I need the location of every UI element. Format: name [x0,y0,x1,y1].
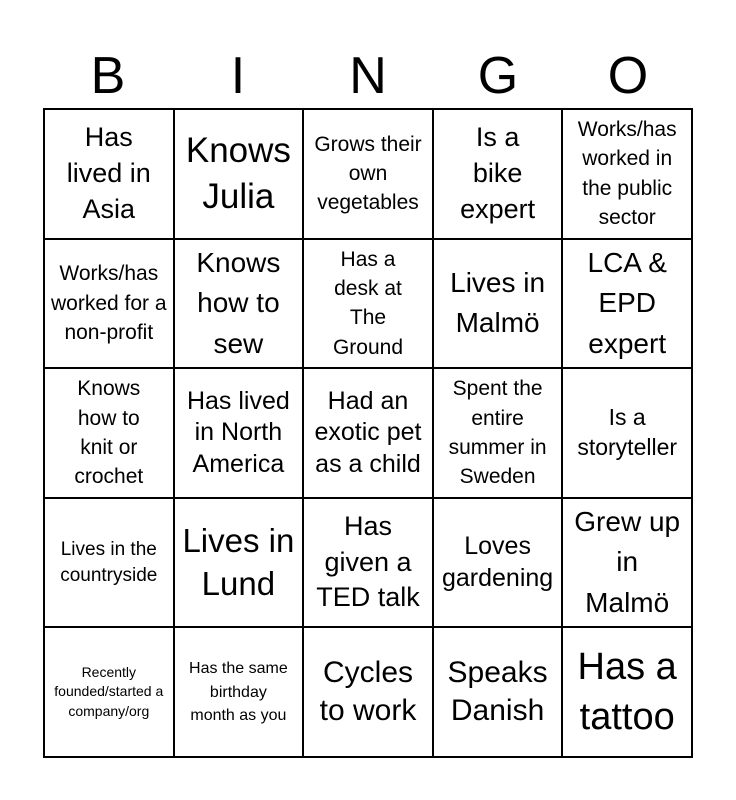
bingo-cell[interactable] [433,627,563,757]
bingo-cell[interactable] [44,109,174,239]
cell-text: Works/has worked for a non-profit [51,262,167,345]
header-letter-b: B [90,47,126,105]
bingo-cell[interactable] [174,368,304,498]
bingo-cell[interactable] [174,109,304,239]
bingo-board [43,108,693,758]
bingo-cell[interactable] [303,239,433,369]
cell-text: Knows Julia [185,131,291,216]
header-letter-o: O [607,47,649,105]
bingo-cell[interactable] [433,368,563,498]
cell-text: Spent the entire summer in Sweden [448,377,547,489]
bingo-cell[interactable] [303,109,433,239]
bingo-cell[interactable] [433,239,563,369]
cell-text: Is a storyteller [577,404,678,460]
bingo-cell[interactable] [174,239,304,369]
header-letter-n: N [349,47,387,105]
cell-text: Has a tattoo [577,646,677,739]
cell-text: Had an exotic pet as a child [314,387,422,478]
bingo-cell[interactable] [562,109,692,239]
cell-text: Grows their own vegetables [314,132,422,215]
cell-text: Has lived in Asia [66,122,151,224]
cell-text: Is a bike expert [460,122,536,224]
cell-text: Recently founded/started a company/org [54,663,164,719]
header-letter-i: I [230,47,246,105]
bingo-cell[interactable] [562,239,692,369]
cell-text: Lives in Malmö [450,266,546,339]
cell-text: Speaks Danish [447,655,548,728]
cell-text: Loves gardening [441,532,554,592]
bingo-cell[interactable] [44,239,174,369]
cell-text: Has given a TED talk [316,511,420,613]
cell-text: Cycles to work [319,655,417,728]
bingo-cell[interactable] [303,627,433,757]
cell-text: Has the same birthday month as you [189,660,288,724]
cell-text: Has a desk at The Ground [332,247,403,359]
bingo-cell[interactable] [433,498,563,628]
bingo-cell[interactable] [44,627,174,757]
bingo-cell[interactable] [562,627,692,757]
bingo-cell[interactable] [174,498,304,628]
bingo-cell[interactable] [303,368,433,498]
bingo-cell[interactable] [562,498,692,628]
header-letter-g: G [477,47,519,105]
bingo-cell[interactable] [562,368,692,498]
cell-text: LCA & EPD expert [587,246,667,359]
cell-text: Knows how to sew [196,246,281,359]
bingo-cell[interactable] [433,109,563,239]
bingo-cell[interactable] [44,368,174,498]
cell-text: Grew up in Malmö [574,505,681,618]
bingo-header [43,42,693,108]
cell-text: Knows how to knit or crochet [74,377,144,489]
cell-text: Lives in the countryside [60,539,158,586]
bingo-cell[interactable] [303,498,433,628]
cell-text: Works/has worked in the public sector [577,118,677,230]
cell-text: Lives in Lund [182,521,295,602]
bingo-cell[interactable] [44,498,174,628]
bingo-cell[interactable] [174,627,304,757]
cell-text: Has lived in North America [186,387,290,478]
